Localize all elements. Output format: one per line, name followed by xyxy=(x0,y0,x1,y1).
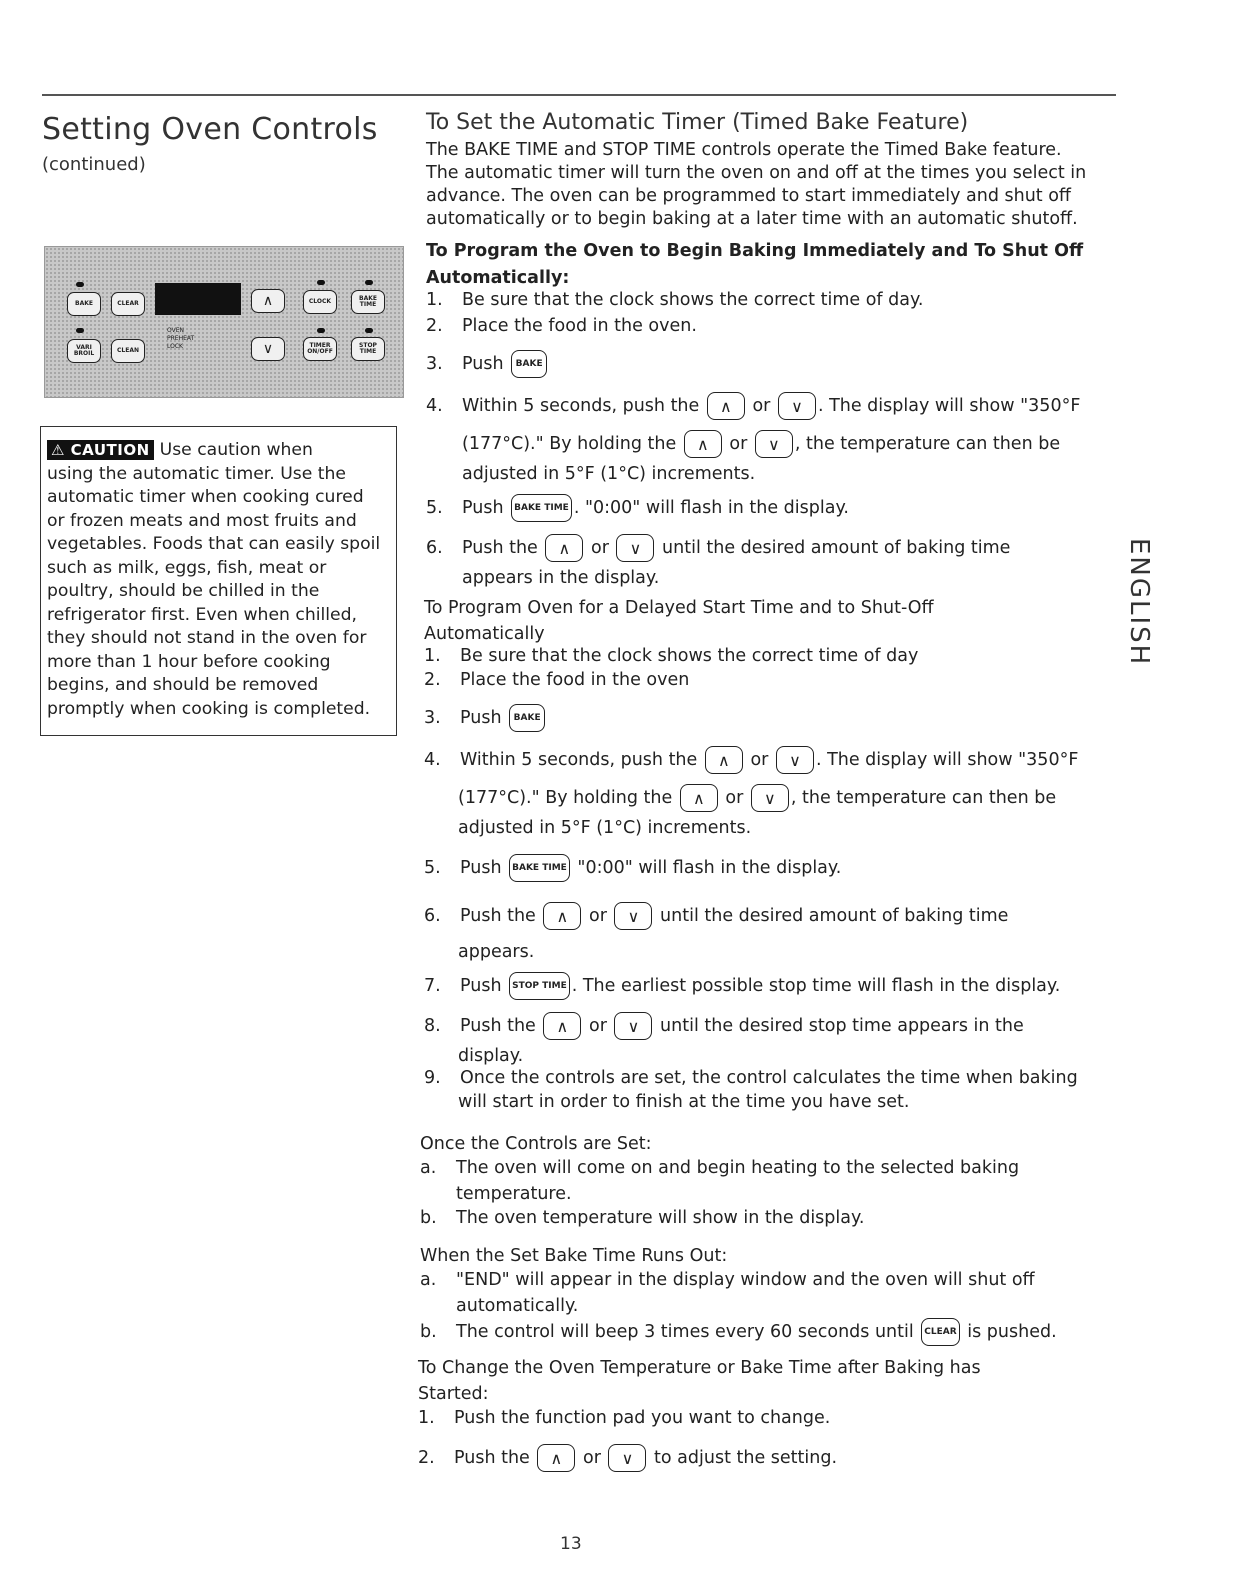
up-arrow-icon: ∧ xyxy=(537,1444,575,1472)
up-arrow-icon: ∧ xyxy=(705,746,743,774)
panel-key-vari-broil: VARI BROIL xyxy=(67,339,101,363)
panel-key-stop-time: STOP TIME xyxy=(351,337,385,361)
step-continuation: display. xyxy=(458,1046,524,1066)
down-arrow-icon: ∨ xyxy=(776,746,814,774)
up-arrow-icon: ∧ xyxy=(543,1012,581,1040)
panel-key-clock: CLOCK xyxy=(303,290,337,314)
section-heading-change: To Change the Oven Temperature or Bake Time after Baking has xyxy=(418,1358,981,1378)
up-arrow-icon: ∧ xyxy=(684,430,722,458)
step-item: 6. Push the ∧ or ∨ until the desired amount of baking time xyxy=(426,534,1010,562)
step-continuation: will start in order to finish at the time you have set. xyxy=(458,1092,910,1112)
indicator-light xyxy=(76,282,84,287)
step-item: 2. Place the food in the oven xyxy=(424,670,690,690)
panel-key-bake: BAKE xyxy=(67,292,101,316)
up-arrow-icon: ∧ xyxy=(543,902,581,930)
step-item: 7. Push STOP TIME . The earliest possible stop time will flash in the display. xyxy=(424,972,1060,1000)
control-panel-image xyxy=(44,246,404,398)
step-continuation: adjusted in 5°F (1°C) increments. xyxy=(458,818,752,838)
panel-display xyxy=(155,283,241,315)
down-arrow-icon: ∨ xyxy=(614,1012,652,1040)
step-item: 8. Push the ∧ or ∨ until the desired stop time appears in the xyxy=(424,1012,1024,1040)
down-arrow-icon: ∨ xyxy=(778,392,816,420)
caution-box: ⚠ CAUTION Use caution when using the automatic timer. Use the automatic timer when cooking cured or frozen meats and most fruits and vegetables. Foods that can easily spoil such as milk, eggs, fish, meat or poultry, should be chilled in the refrigerator first. Even when chilled, they should not stand in the oven for more than 1 hour before cooking begins, and should be removed promptly when cooking is completed. xyxy=(40,426,397,736)
page-title: Setting Oven Controls xyxy=(42,112,378,147)
section-heading-immediate-2: Automatically: xyxy=(426,268,570,288)
bake-key-icon: BAKE xyxy=(509,704,545,732)
section-heading-immediate: To Program the Oven to Begin Baking Immediately and To Shut Off xyxy=(426,241,1084,261)
panel-key-timer: TIMER ON/OFF xyxy=(303,337,337,361)
step-continuation: (177°C)." By holding the ∧ or ∨ , the temperature can then be xyxy=(462,430,1060,458)
down-arrow-icon: ∨ xyxy=(614,902,652,930)
down-arrow-icon: ∨ xyxy=(608,1444,646,1472)
down-arrow-icon: ∨ xyxy=(755,430,793,458)
list-item: b. The control will beep 3 times every 60 seconds until CLEAR is pushed. xyxy=(420,1318,1057,1346)
section-heading-delayed-2: Automatically xyxy=(424,624,545,644)
bake-time-key-icon: BAKE TIME xyxy=(511,494,572,522)
step-item: 1. Be sure that the clock shows the correct time of day. xyxy=(426,290,924,310)
indicator-light xyxy=(317,328,325,333)
list-item: b. The oven temperature will show in the display. xyxy=(420,1208,865,1228)
intro-line: The BAKE TIME and STOP TIME controls operate the Timed Bake feature. xyxy=(426,140,1062,160)
step-item: 2. Push the ∧ or ∨ to adjust the setting. xyxy=(418,1444,837,1472)
step-item: 9. Once the controls are set, the control calculates the time when baking xyxy=(424,1068,1078,1088)
intro-line: advance. The oven can be programmed to start immediately and shut off xyxy=(426,186,1071,206)
step-item: 1. Be sure that the clock shows the correct time of day xyxy=(424,646,919,666)
list-item: a. "END" will appear in the display window and the oven will shut off xyxy=(420,1270,1035,1290)
step-item: 4. Within 5 seconds, push the ∧ or ∨ . The display will show "350°F xyxy=(424,746,1078,774)
step-continuation: (177°C)." By holding the ∧ or ∨ , the temperature can then be xyxy=(458,784,1056,812)
list-continuation: temperature. xyxy=(456,1184,572,1204)
language-side-label: ENGLISH xyxy=(1124,538,1154,667)
step-continuation: appears. xyxy=(458,942,535,962)
bake-time-key-icon: BAKE TIME xyxy=(509,854,570,882)
panel-indicator-labels: OVEN PREHEAT LOCK xyxy=(167,327,195,350)
page-number: 13 xyxy=(560,1534,582,1554)
list-continuation: automatically. xyxy=(456,1296,579,1316)
up-arrow-icon: ∧ xyxy=(545,534,583,562)
top-rule xyxy=(42,94,1116,96)
panel-down-arrow-icon: ∨ xyxy=(251,337,285,361)
indicator-light xyxy=(365,328,373,333)
section-heading-change-2: Started: xyxy=(418,1384,489,1404)
intro-line: automatically or to begin baking at a later time with an automatic shutoff. xyxy=(426,209,1078,229)
stop-time-key-icon: STOP TIME xyxy=(509,972,570,1000)
panel-up-arrow-icon: ∧ xyxy=(251,289,285,313)
panel-key-bake-time: BAKE TIME xyxy=(351,290,385,314)
down-arrow-icon: ∨ xyxy=(616,534,654,562)
indicator-light xyxy=(317,280,325,285)
step-item: 6. Push the ∧ or ∨ until the desired amount of baking time xyxy=(424,902,1008,930)
list-item: a. The oven will come on and begin heating to the selected baking xyxy=(420,1158,1020,1178)
section-heading-once-set: Once the Controls are Set: xyxy=(420,1134,652,1154)
step-item: 4. Within 5 seconds, push the ∧ or ∨ . The display will show "350°F xyxy=(426,392,1080,420)
clear-key-icon: CLEAR xyxy=(921,1318,959,1346)
up-arrow-icon: ∧ xyxy=(707,392,745,420)
step-item: 2. Place the food in the oven. xyxy=(426,316,697,336)
section-heading-delayed: To Program Oven for a Delayed Start Time and to Shut-Off xyxy=(424,598,934,618)
step-item: 1. Push the function pad you want to change. xyxy=(418,1408,831,1428)
panel-key-clean: CLEAN xyxy=(111,339,145,363)
step-item: 3. Push BAKE xyxy=(426,350,549,378)
section-heading-time-runs-out: When the Set Bake Time Runs Out: xyxy=(420,1246,728,1266)
section-heading-timed-bake: To Set the Automatic Timer (Timed Bake Feature) xyxy=(426,110,969,135)
step-continuation: adjusted in 5°F (1°C) increments. xyxy=(462,464,756,484)
panel-key-clear: CLEAR xyxy=(111,292,145,316)
intro-line: The automatic timer will turn the oven on and off at the times you select in xyxy=(426,163,1087,183)
step-item: 5. Push BAKE TIME "0:00" will flash in the display. xyxy=(424,854,841,882)
indicator-light xyxy=(365,280,373,285)
page-subtitle: (continued) xyxy=(42,154,146,175)
up-arrow-icon: ∧ xyxy=(680,784,718,812)
indicator-light xyxy=(76,328,84,333)
down-arrow-icon: ∨ xyxy=(751,784,789,812)
step-continuation: appears in the display. xyxy=(462,568,660,588)
caution-badge: ⚠ CAUTION xyxy=(47,440,154,460)
step-item: 5. Push BAKE TIME . "0:00" will flash in the display. xyxy=(426,494,849,522)
step-item: 3. Push BAKE xyxy=(424,704,547,732)
bake-key-icon: BAKE xyxy=(511,350,547,378)
